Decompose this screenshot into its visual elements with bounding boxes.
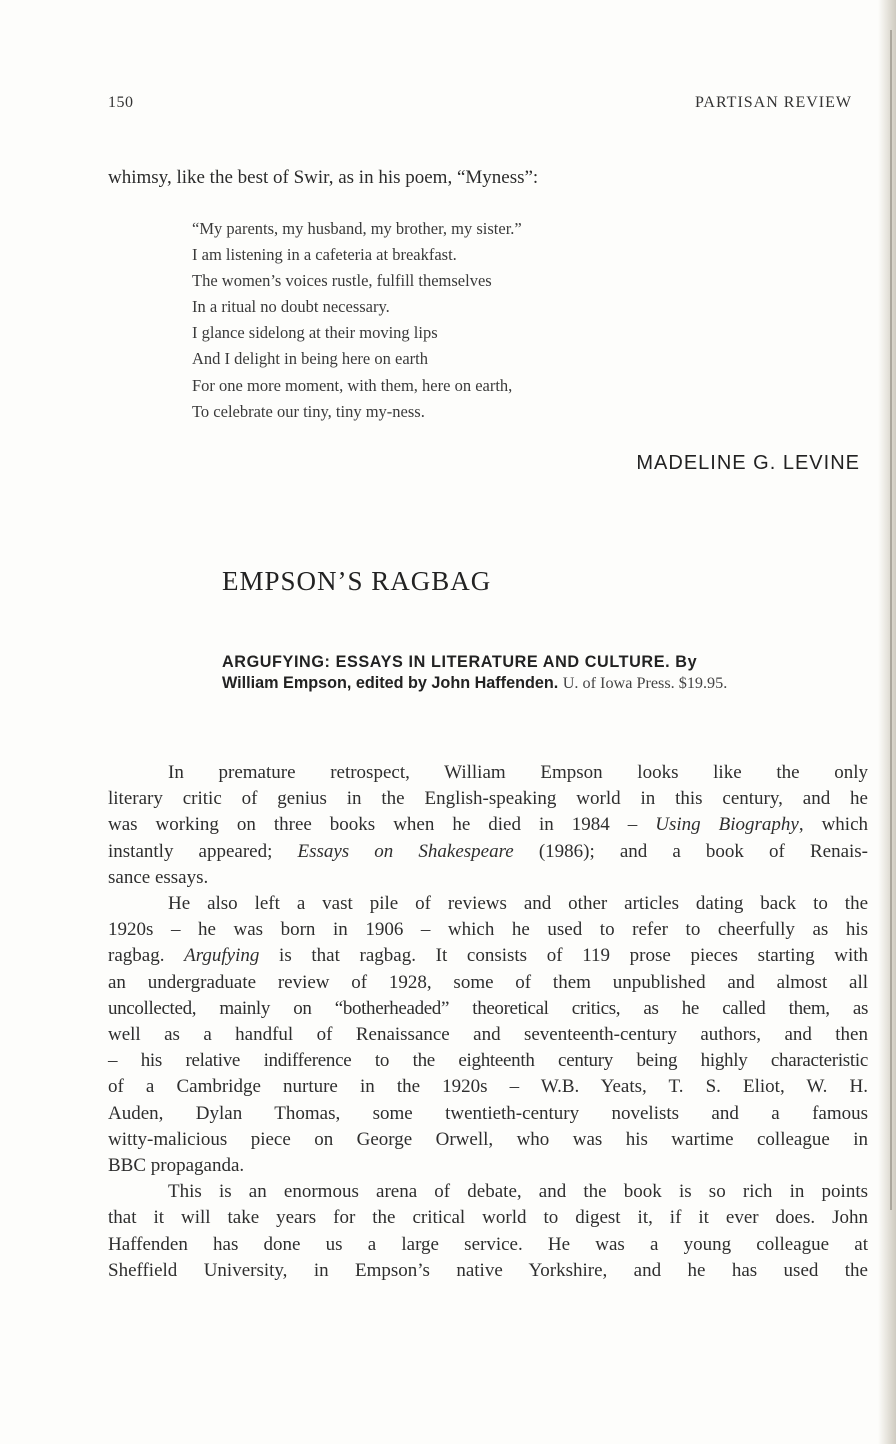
poem-line: The women’s voices rustle, fulfill themselves bbox=[192, 271, 492, 291]
body-line bbox=[108, 839, 868, 865]
book-title-italic: Argufying bbox=[184, 945, 260, 967]
body-line: sance essays. bbox=[108, 866, 209, 888]
body-line: an undergraduate review of 1928, some of them unpublished and almost all bbox=[108, 971, 868, 993]
journal-title: PARTISAN REVIEW bbox=[694, 94, 852, 111]
page-edge-shadow bbox=[878, 0, 896, 1444]
poem-quotation bbox=[192, 216, 752, 425]
body-line: This is an enormous arena of debate, and the book is so rich in points bbox=[168, 1181, 868, 1203]
body-line: that it will take years for the critical world to digest it, if it ever does. John bbox=[108, 1207, 868, 1229]
body-line: Sheffield University, in Empson’s native Yorkshire, and he has used the bbox=[108, 1259, 868, 1281]
review-body bbox=[108, 760, 868, 1284]
body-line: In premature retrospect, William Empson looks like the only bbox=[168, 762, 868, 783]
poem-line: And I delight in being here on earth bbox=[192, 349, 428, 369]
citation-title-line: ARGUFYING: ESSAYS IN LITERATURE AND CULTURE. By bbox=[222, 653, 698, 671]
body-line: uncollected, mainly on “botherheaded” theoretical critics, as he called them, as bbox=[108, 997, 868, 1019]
book-citation bbox=[222, 652, 858, 694]
citation-publisher-price: U. of Iowa Press. $19.95. bbox=[562, 674, 728, 692]
citation-author-editor: William Empson, edited by John Haffenden. bbox=[222, 674, 559, 692]
book-title-italic: Using Biography bbox=[655, 814, 799, 836]
body-text-run: (1986); and a book of Renais- bbox=[513, 840, 868, 862]
body-line bbox=[108, 943, 868, 969]
body-line: BBC propaganda. bbox=[108, 1155, 245, 1177]
citation-details-line bbox=[222, 673, 858, 694]
body-text-run: ragbag. bbox=[108, 945, 185, 967]
body-line: witty-malicious piece on George Orwell, who was his wartime colleague in bbox=[108, 1128, 868, 1150]
author-signature: MADELINE G. LEVINE bbox=[636, 452, 860, 474]
poem-line: For one more moment, with them, here on earth, bbox=[192, 375, 513, 395]
body-line: well as a handful of Renaissance and seventeenth-century authors, and then bbox=[108, 1024, 868, 1046]
body-text-run: instantly appeared; bbox=[108, 840, 298, 862]
running-head bbox=[108, 94, 852, 112]
body-line: of a Cambridge nurture in the 1920s – W.B. Yeats, T. S. Eliot, W. H. bbox=[108, 1076, 868, 1098]
poem-line: I glance sidelong at their moving lips bbox=[192, 323, 438, 343]
article-title: EMPSON’S RAGBAG bbox=[222, 566, 492, 596]
poem-line: To celebrate our tiny, tiny my-ness. bbox=[192, 401, 425, 421]
poem-line: In a ritual no doubt necessary. bbox=[192, 297, 390, 317]
body-text-run: , which bbox=[798, 814, 869, 836]
page-number: 150 bbox=[108, 94, 134, 111]
page-edge-line bbox=[890, 30, 892, 1210]
body-text-run: was working on three books when he died in 1984 – bbox=[108, 814, 656, 836]
body-line: Auden, Dylan Thomas, some twentieth-century novelists and a famous bbox=[108, 1102, 868, 1124]
body-line bbox=[108, 812, 868, 838]
body-text-run: is that ragbag. It consists of 119 prose pieces starting with bbox=[259, 945, 869, 967]
book-title-italic: Essays on Shakespeare bbox=[297, 840, 514, 862]
body-line: literary critic of genius in the English-speaking world in this century, and he bbox=[108, 788, 868, 810]
body-line: 1920s – he was born in 1906 – which he used to refer to cheerfully as his bbox=[108, 919, 868, 941]
body-line: – his relative indifference to the eighteenth century being highly characteristic bbox=[108, 1050, 868, 1072]
poem-line: I am listening in a cafeteria at breakfast. bbox=[192, 245, 457, 265]
body-line: He also left a vast pile of reviews and other articles dating back to the bbox=[168, 893, 868, 915]
body-line: Haffenden has done us a large service. He was a young colleague at bbox=[108, 1233, 868, 1255]
lead-in-sentence: whimsy, like the best of Swir, as in his poem, “Myness”: bbox=[108, 167, 539, 188]
poem-line: “My parents, my husband, my brother, my sister.” bbox=[192, 219, 522, 238]
